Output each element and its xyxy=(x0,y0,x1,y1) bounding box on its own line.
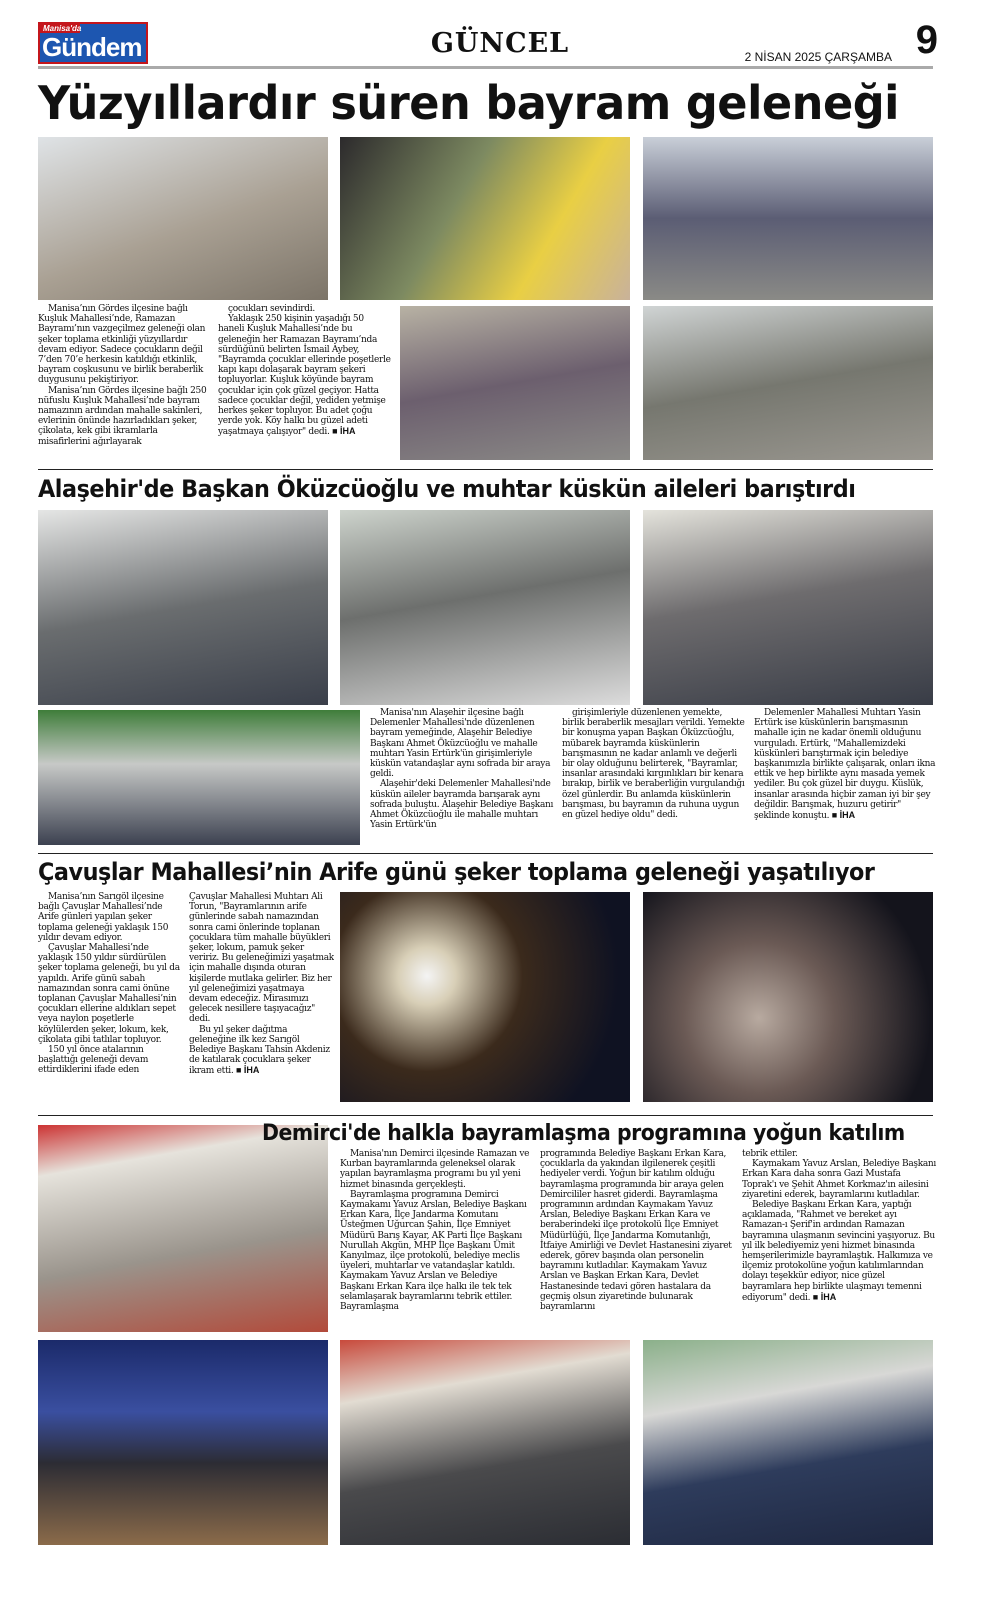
photo xyxy=(340,892,630,1102)
source-credit: ■ İHA xyxy=(332,426,356,437)
article4-column-1: Manisa'nın Demirci ilçesinde Ramazan ve Kurban bayramlarında geleneksel olarak yapılan bayramlaşma programı bu yıl yeni hizmet binasında gerçekleşti. Bayramlaşma programına Demirci Kaymakamı Yavuz Arslan, Belediye Başkanı Erkan Kara, İlçe Jandarma Komutanı Üsteğmen Uğurcan Şahin, İlçe Emniyet Müdürü Barış Kayar, AK Parti İlçe Başkanı Nurullah Akgün, MHP İlçe Başkanı Ümit Kanyılmaz, ilçe protokolü, belediye meclis üyeleri, muhtarlar ve vatandaşlar katıldı. Kaymakam Yavuz Arslan ve Belediye Başkanı Erkan Kara ilçe halkı ile tek tek selamlaşarak bayramlarını tebrik ettiler. Bayramlaşma xyxy=(340,1149,530,1313)
source-credit: ■ İHA xyxy=(235,1065,260,1076)
photo xyxy=(340,510,630,705)
article3-column-1: Manisa’nın Sarıgöl ilçesine bağlı Çavuşlar Mahallesi’nde Arife günleri yapılan şeker toplama geleneği yaklaşık 150 yıldır devam ediyor. Çavuşlar Mahallesi’nde yaklaşık 150 yıldır sürdürülen şeker toplama geleneği, bu yıl da yapıldı. Arife günü sabah namazından sonra cami önüne toplanan Çavuşlar Mahallesi’nin çocukları ellerine aldıkları sepet veya naylon poşetlerle köylülerden şeker, lokum, kek, çikolata gibi tatlılar topluyor. 150 yıl önce atalarının başlattığı geleneği devam ettirdiklerini ifade eden xyxy=(38,892,180,1076)
header-rule xyxy=(38,66,933,69)
source-credit: ■ İHA xyxy=(831,810,856,821)
photo xyxy=(643,892,933,1102)
photo xyxy=(643,306,933,460)
divider xyxy=(38,469,933,470)
article1-column-2: çocukları sevindirdi. Yaklaşık 250 kişinin yaşadığı 50 haneli Kuşluk Mahallesi’nde bu geleneğin her Ramazan Bayramı’nda sürdüğünü belirten İsmail Aybey, "Bayramda çocuklar ellerinde poşetlerle kapı kapı dolaşarak bayram şekeri topluyorlar. Kuşluk köyünde bayram çocuklar için çok güzel geçiyor. Hatta sadece çocuklar değil, yediden yetmişe herkes şeker topluyor. Bu adet çoğu yerde yok. Köy halkı bu güzel adeti yaşatmaya çalışıyor" dedi. ■ İHA xyxy=(218,304,391,438)
article3-column-2: Çavuşlar Mahallesi Muhtarı Ali Torun, "Bayramlarının arife günlerinde sabah namazından sonra cami önlerinde toplanan çocuklara tüm mahalle büyükleri şeker, lokum, pamuk şeker veririz. Bu geleneğimizi yaşatmak için mahalle dışında oturan kişilerde mutlaka gelirler. Biz her yıl geleneğimizi yaşatmaya devam edeceğiz. Mirasımızı gelecek nesillere taşıyacağız" dedi. Bu yıl şeker dağıtma geleneğine ilk kez Sarıgöl Belediye Başkanı Tahsin Akdeniz de katılarak çocuklara şeker ikram etti. ■ İHA xyxy=(189,892,334,1077)
photo xyxy=(643,1340,933,1545)
divider xyxy=(38,853,933,854)
photo xyxy=(643,510,933,705)
photo xyxy=(38,137,328,300)
photo xyxy=(38,710,360,845)
source-credit: ■ İHA xyxy=(812,1291,837,1302)
article2-headline: Alaşehir'de Başkan Öküzcüoğlu ve muhtar küskün aileleri barıştırdı xyxy=(38,475,856,503)
article4-column-2: programında Belediye Başkanı Erkan Kara, çocuklarla da yakından ilgilenerek çeşitli hediyeler verdi. Yoğun bir katılım olduğu bayramlaşma programında bir araya gelen Demircililer hasret giderdi. Bayramlaşma programının ardından Kaymakam Yavuz Arslan, Belediye Başkanı Erkan Kara ve beraberindeki ilçe protokolü İlçe Emniyet Müdürlüğü, İlçe Jandarma Komutanlığı, İtfaiye Amirliği ve Devlet Hastanesini ziyaret ederek, görev başında olan personelin bayramını kutladılar. Kaymakam Yavuz Arslan ve Başkan Erkan Kara, Devlet Hastanesinde tedavi gören hastalara da geçmiş olsun ziyaretinde bulunarak bayramlarını xyxy=(540,1149,732,1313)
article4-column-3: tebrik ettiler. Kaymakam Yavuz Arslan, Belediye Başkanı Erkan Kara daha sonra Gazi Mustafa Toprak'ı ve Şehit Ahmet Korkmaz'ın ailesini ziyaretini ederek, bayramlarını kutladılar. Belediye Başkanı Erkan Kara, yaptığı açıklamada, "Rahmet ve bereket ayı Ramazan-ı Şerif'in ardından Ramazan bayramına ulaşmanın sevincini yaşıyoruz. Bu yıl ilk belediyemiz yeni hizmet binasında hemşerilerimizle bayramlaştık. Halkımıza ve ilçemiz protokolüne yoğun katılımlarından dolayı teşekkür ediyor, nice güzel bayramlara hep birlikte ulaşmayı temenni ediyorum" dedi. ■ İHA xyxy=(742,1149,937,1303)
photo xyxy=(38,1125,328,1332)
photo xyxy=(400,306,630,460)
photo xyxy=(340,1340,630,1545)
photo xyxy=(340,137,630,300)
section-title: GÜNCEL xyxy=(430,28,570,59)
photo xyxy=(643,137,933,300)
article2-column-3: Delemenler Mahallesi Muhtarı Yasin Ertürk ise küskünlerin barışmasının mahalle için ne kadar önemli olduğunu vurguladı. Ertürk, "Mahallemizdeki küskünleri barıştırmak için belediye başkanımızla birlikte çalışarak, onları ikna ettik ve hep birlikte aynı masada yemek yediler. Bu çok güzel bir duygu. Küslük, insanlar arasında hiçbir zaman iyi bir şey değildir. Barışmak, huzuru getirir" şeklinde konuştu. ■ İHA xyxy=(754,708,936,822)
newspaper-logo: Manisa'da Gündem xyxy=(38,22,148,64)
article2-column-2: girişimleriyle düzenlenen yemekte, birlik beraberlik mesajları verildi. Yemekte bir konuşma yapan Başkan Öküzcüoğlu, mübarek bayramda küskünlerin barışmasının ne kadar anlamlı ve değerli bir olay olduğunu belirterek, "Bayramlar, insanlar arasındaki kırgınlıkları bir kenara bırakıp, birlik ve beraberliğin vurgulandığı özel günlerdir. Bu anlamda küskünlerin barışması, bu bayramın da ruhuna uygun en güzel hediye oldu" dedi. xyxy=(562,708,745,821)
page-number: 9 xyxy=(915,18,938,62)
issue-date: 2 NİSAN 2025 ÇARŞAMBA xyxy=(744,50,892,64)
photo xyxy=(38,1340,328,1545)
article2-column-1: Manisa'nın Alaşehir ilçesine bağlı Delemenler Mahallesi'nde düzenlenen bayram yemeğinde, Alaşehir Belediye Başkanı Ahmet Öküzcüoğlu ve mahalle muhtarı Yasin Ertürk'ün girişimleriyle küskün vatandaşlar aynı sofrada bir araya geldi. Alaşehir'deki Delemenler Mahallesi'nde küskün aileler bayramda barışarak aynı sofrada buluştu. Alaşehir Belediye Başkanı Ahmet Öküzcüoğlu ile mahalle muhtarı Yasin Ertürk'ün xyxy=(370,708,554,831)
article1-headline: Yüzyıllardır süren bayram geleneği xyxy=(38,76,899,130)
article1-column-1: Manisa’nın Gördes ilçesine bağlı Kuşluk Mahallesi’nde, Ramazan Bayramı’nın vazgeçilmez geleneği olan şeker toplama etkinliği yüzyıllardır devam ediyor. Sadece çocukların değil 7’den 70’e herkesin katıldığı etkinlik, bayram coşkusunu ve birlik beraberlik duygusunu pekiştiriyor. Manisa’nın Gördes ilçesine bağlı 250 nüfuslu Kuşluk Mahallesi’nde bayram namazının ardından mahalle sakinleri, evlerinin önünde hazırladıkları şeker, çikolata, kek gibi ikramlarla misafirlerini ağırlayarak xyxy=(38,304,207,447)
article4-headline: Demirci'de halkla bayramlaşma programına yoğun katılım xyxy=(262,1121,905,1146)
article3-headline: Çavuşlar Mahallesi’nin Arife günü şeker toplama geleneği yaşatılıyor xyxy=(38,858,875,886)
photo xyxy=(38,510,328,705)
divider xyxy=(38,1115,933,1116)
